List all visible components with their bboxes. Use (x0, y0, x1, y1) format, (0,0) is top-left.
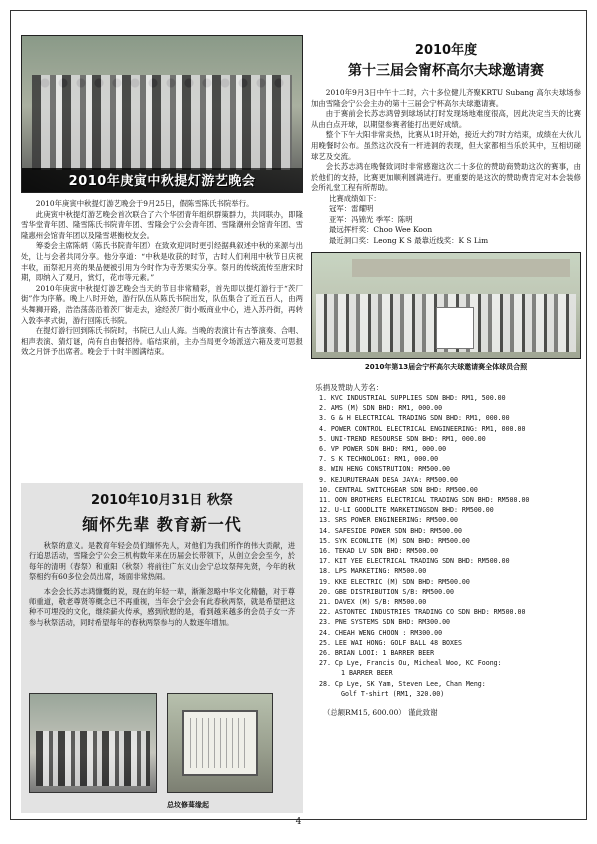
golf-paragraph: 整个下午大阳非常炎热，比赛从1时开始，接近大约7时方结束，成绩在大伙儿用晚餐时公布。虽然这次没有一杆进洞的表现，但大家都相当乐於其中，互相切磋球艺及交流。 (311, 130, 581, 161)
sponsor-item: 24. CHEAH WENG CHOON : RM300.00 (319, 628, 443, 637)
result-runner-up: 亚军：冯锦光 季军：陈明 (329, 214, 413, 224)
golf-article (311, 35, 581, 718)
sponsor-item: 20. GBE DISTRIBUTION S/B: RM500.00 (319, 587, 454, 596)
sponsor-item: 8. WIN HENG CONSTRUTION: RM500.00 (319, 465, 451, 474)
sponsor-item: 3. G & H ELECTRICAL TRADING SDN BHD: RM1, 000.00 (319, 414, 510, 423)
ancestor-heading-title: 缅怀先辈 教育新一代 (82, 515, 242, 534)
sponsor-item: Golf T-shirt (RM1, 320.00) (341, 689, 445, 698)
ancestor-worship-box (21, 483, 303, 813)
mooncake-paragraph: 筹委会主席陈炳（陈氏书院青年团）在致欢迎词时更引经据典叙述中秋的来源与出处，让与会者共同分享。他分享道：“中秋是收获的时节，古时人们利用中秋节日庆祝丰收，而祭祀月亮的果品便被引用为今时作为寺芳果实分享。祭月的传统流传至唐宋时期，即纳入了观月，赏灯，花市等元素。” (21, 241, 303, 283)
ancestor-paragraph: 秋祭的意义。是教育年轻会员们缅怀先人，对他们为我们所作的伟大贡献，进行追思活动，雪隆会宁公会三机构数年来在历届会长带领下，从创立会会至今，於每年的清明（春祭）和重阳（秋祭）将前往广东义山会宁总坟祭拜先贤，今年的秋祭相约有60多位会员出席，场面非常热闹。 (29, 541, 295, 582)
sponsor-item: 17. KIT YEE ELECTRICAL TRADING SDN BHD: RM500.00 (319, 557, 510, 566)
results-heading: 比赛成绩如下： (329, 193, 381, 203)
photo-people (32, 75, 292, 170)
sponsor-item: 7. S K TECHNOLOGI: RM1, 000.00 (319, 455, 439, 464)
sponsor-item: 2. AMS (M) SDN BHD: RM1, 000.00 (319, 404, 443, 413)
golf-paragraph: 2010年9月3日中午十二时，六十多位健儿齐聚KRTU Subang 高尔夫球场参加由雪隆会宁公会主办的第十三届会宁杯高尔夫球邀请赛。 (311, 88, 581, 108)
sponsor-item: 19. KKE ELECTRIC (M) SDN BHD: RM500.00 (319, 577, 470, 586)
sponsor-item: 1. KVC INDUSTRIAL SUPPLIES SDN BHD: RM1, 500.00 (319, 393, 506, 402)
tomb-tablet (182, 710, 258, 776)
sponsor-item: 18. LPS MARKETING: RM500.00 (319, 567, 427, 576)
sponsor-item: 23. PNE SYSTEMS SDN BHD: RM300.00 (319, 618, 451, 627)
golf-title (311, 39, 581, 80)
golf-paragraph: 会长苏志鸿在晚餐致词时非常感谢这次二十多位的赞助商赞助这次的赛事，由於他们的支持，比赛更加顺利圆满进行。更重要的是这次的赞助费肯定对本会装修会所礼堂工程有所帮助。 (311, 162, 581, 193)
result-nearest-pin: 最近洞口奖：Leong K S 最靠近线奖：K S Lim (329, 235, 489, 245)
sponsor-item: 13. SRS POWER ENGINEERING: RM500.00 (319, 516, 458, 525)
sponsor-item: 26. BRIAN LOOI: 1 BARRER BEER (319, 649, 435, 658)
mooncake-paragraph: 在提灯游行回到陈氏书院时，书院已人山人海。当晚的表演计有古筝演奏、合唱、相声表演、猜灯谜，尚有自由餐招待。临结束前，主办当局更令场派送六箱及麦可思报效之月饼予出席者。晚会于十时半圆满结束。 (21, 326, 303, 357)
result-champion: 冠军：雷耀明 (329, 204, 374, 214)
golf-results (311, 194, 581, 246)
sponsor-total: （总额RM15, 600.00） 谨此致谢 (323, 708, 438, 718)
mooncake-paragraph: 2010年庚寅中秋提灯游艺晚会于9月25日，假陈雪陈氏书院举行。 (35, 199, 254, 208)
ancestor-photo-tomb (167, 693, 273, 793)
ancestor-heading-date: 2010年10月31日 秋祭 (91, 493, 233, 508)
ancestor-photo-caption: 总坟修葺缘起 (167, 801, 209, 809)
mooncake-photo (21, 35, 303, 193)
golf-photo-caption: 2010年第13届会宁杯高尔夫球邀请赛全体球员合照 (364, 362, 528, 371)
page-number: 4 (295, 817, 302, 827)
golf-title-main: 第十三届会甯杯高尔夫球邀请赛 (348, 63, 544, 79)
sponsors-heading: 乐捐及赞助人芳名： (315, 382, 384, 392)
sponsor-item: 6. VP POWER SDN BHD: RM1, 000.00 (319, 444, 447, 453)
sponsor-item: 11. OON BROTHERS ELECTRICAL TRADING SDN BHD: RM500.00 (319, 496, 530, 504)
sponsor-item: 22. ASTONTEC INDUSTRIES TRADING CO SDN BHD: RM500.00 (319, 608, 526, 617)
sponsor-list (319, 393, 581, 699)
sponsor-item: 4. POWER CONTROL ELECTRICAL ENGINEERING: RM1, 000.00 (319, 424, 526, 433)
golf-group-photo (311, 252, 581, 359)
sponsor-item: 14. SAFESIDE POWER SDN BHD: RM500.00 (319, 526, 462, 535)
sponsor-item: 1 BARRER BEER (341, 669, 393, 678)
sponsor-item: 5. UNI-TREND RESOURSE SDN BHD: RM1, 000.00 (319, 434, 486, 443)
ancestor-paragraph: 本会会长苏志鸿慷慨的说，现在的年轻一辈，渐渐忽略中华文化精髓，对于尊师重道，敬老尊贤等概念已不再重视，当年会宁会会有此春秋两祭，就是希望把这种不可埋没的文化，继续薪火传承，感到欣慰的是，看到越来越多的会员子女一齐参与秋祭活动，同时希望每年的春秋两祭参与的人数逐年增加。 (29, 586, 295, 627)
mooncake-paragraph: 2010年庚寅中秋提灯游艺晚会当天的节目非常精彩，首先即以提灯游行于“茨厂街”作为序幕。晚上八时开始，游行队伍从陈氏书院出发，队伍集合了近五百人，由两头舞狮开路，浩浩荡荡沿着茨厂街走去，途经茨厂街小贩商业中心，进入苏丹街，再转入敦李孝式街，游行回陈氏书院。 (21, 283, 303, 325)
sponsor-item: 10. CENTRAL SWITCHGEAR SDN BHD: RM500.00 (319, 485, 478, 494)
mooncake-photo-caption: 2010年庚寅中秋提灯游艺晚会 (68, 174, 256, 189)
sponsor-item: 12. U-LI GOODLITE MARKETINGSDN BHD: RM500.00 (319, 506, 494, 515)
result-longest-drive: 最远挥杆奖：Choo Wee Koon (329, 225, 433, 235)
photo-people (36, 731, 150, 786)
ancestor-photo-group (29, 693, 157, 793)
sponsor-item: 27. Cp Lye, Francis Ou, Micheal Woo, KC Foong: (319, 659, 502, 668)
sponsor-item: 16. TEKAD LV SDN BHD: RM500.00 (319, 547, 439, 556)
photo-banner (436, 307, 474, 349)
photo-roof (352, 259, 570, 277)
sponsor-item: 25. LEE WAI HONG: GOLF BALL 48 BOXES (319, 638, 462, 647)
mooncake-paragraph: 此庚寅中秋提灯游艺晚会首次联合了六个华团青年组织群策群力，共同联办，即隆雪华堂青年团、隆雪陈氏书院青年团、雪隆会宁公会青年团、雪隆潮州会馆青年团、雪隆惠州会馆青年团以及隆雪堪衡校友会。 (21, 209, 303, 240)
sponsor-item: 15. SYK ECONLITE (M) SDN BHD: RM500.00 (319, 536, 470, 545)
golf-paragraph: 由于赛前会长苏志鸿曾到球场试打时发现场地难度很高，因此决定当天的比赛从由白点开球，以期望参赛者能打出更好成绩。 (311, 109, 581, 129)
sponsor-item: 9. KEJURUTERAAN DESA JAYA: RM500.00 (319, 475, 458, 484)
mooncake-article (21, 35, 303, 358)
sponsor-item: 21. DAVEX (M) S/B: RM500.00 (319, 598, 427, 607)
sponsor-item: 28. Cp Lye, SK Yam, Steven Lee, Chan Meng: (319, 679, 486, 688)
golf-title-year: 2010年度 (414, 43, 478, 58)
